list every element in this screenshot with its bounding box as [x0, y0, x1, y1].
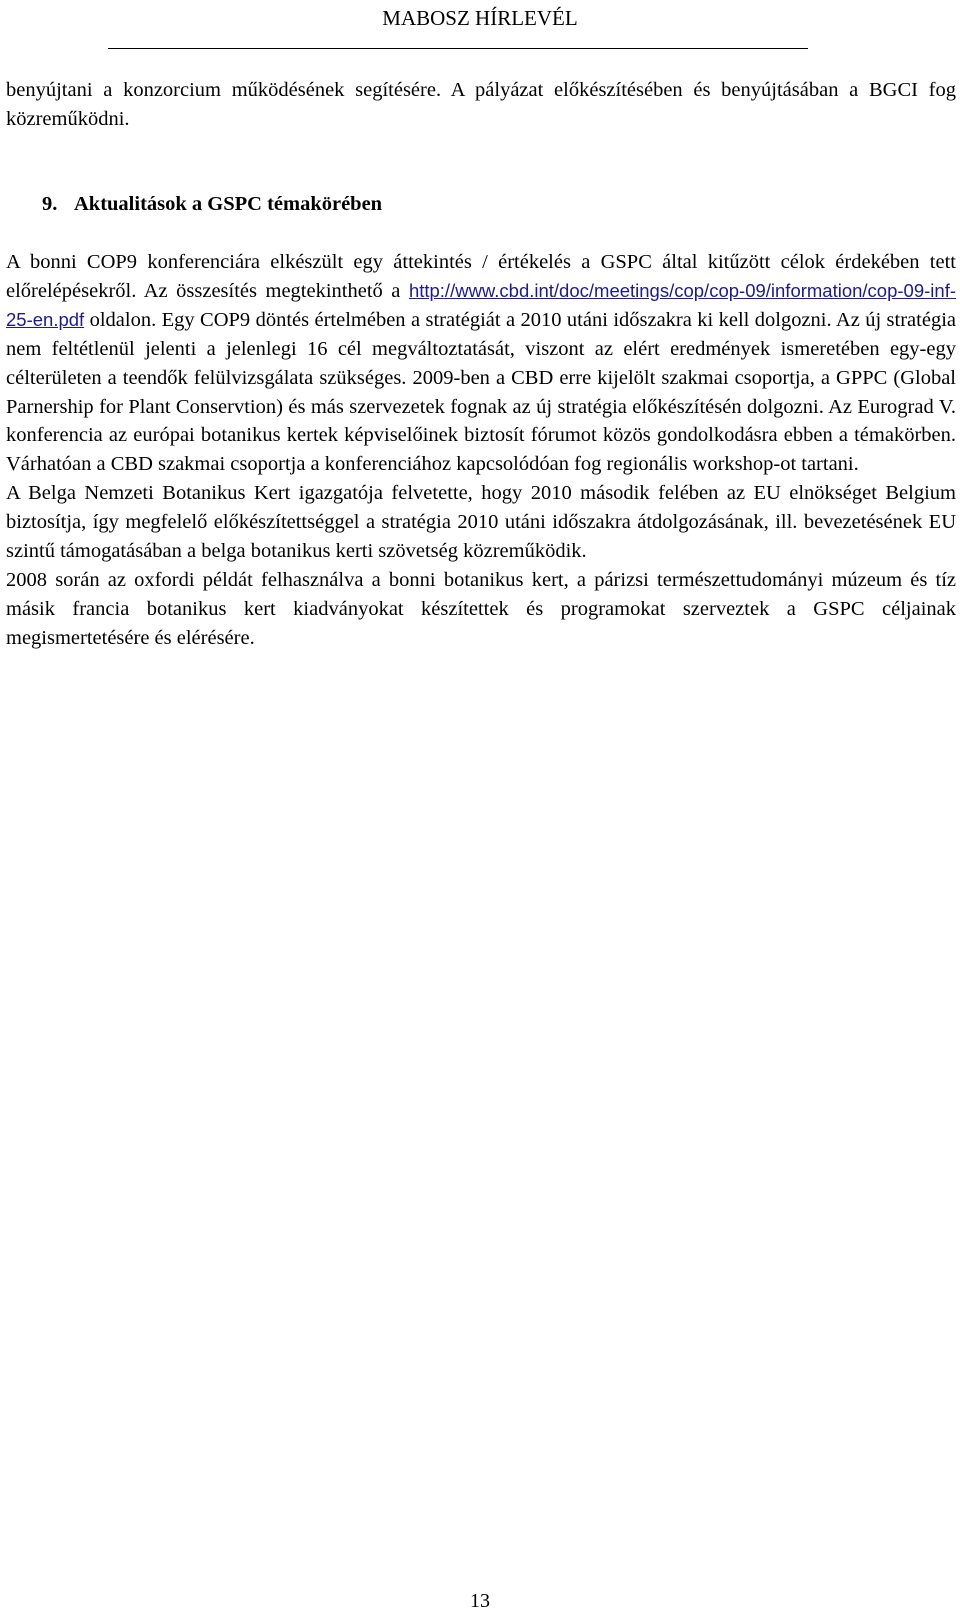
paragraph-text-after-link: oldalon. Egy COP9 döntés értelmében a stratégiát a 2010 utáni időszakra ki kell dolgozni. Az új stratégia nem feltétlenül jelenti a jelenlegi 16 cél megváltoztatását, viszont az elért eredmények ismeretében egy-egy célterületen a teendők felülvizsgálata szükséges. 2009-ben a CBD erre kijelölt szakmai csoportja, a GPPC (Global Parnership for Plant Conservtion) és más szervezetek fognak az új stratégia előkészítésén dolgozni. Az Eurograd V. konferencia az európai botanikus kertek képviselőinek biztosít fórumot közös gondolkodásra ebben a témakörben. Várhatóan a CBD szakmai csoportja a konferenciához kapcsolódóan fog regionális workshop-ot tartani.: [6, 308, 956, 476]
header-divider: [108, 48, 808, 49]
section-body: [6, 248, 956, 653]
paragraph-2008-activities: 2008 során az oxfordi példát felhasználva a bonni botanikus kert, a párizsi természettudományi múzeum és tíz másik francia botanikus kert kiadványokat készítettek és programokat szerveztek a GSPC céljainak megismertetésére és elérésére.: [6, 568, 956, 649]
paragraph-belgian-presidency: A Belga Nemzeti Botanikus Kert igazgatója felvetette, hogy 2010 második felében az EU elnökséget Belgium biztosítja, így megfelelő előkészítettséggel a stratégia 2010 utáni időszakra átdolgozásának, ill. bevezetésének EU szintű támogatásában a belga botanikus kerti szövetség közreműködik.: [6, 482, 956, 563]
paragraph-text-before-link: A bonni COP9 konferenciára elkészült egy áttekintés / értékelés a GSPC által kitűzött célok érdekében tett előrelépésekről. Az összesítés megtekinthető a: [6, 251, 956, 302]
paragraph-gspc-review: [6, 248, 956, 479]
newsletter-title: MABOSZ HÍRLEVÉL: [382, 6, 578, 30]
intro-block: [6, 76, 956, 134]
section-number: 9.: [42, 193, 58, 215]
intro-paragraph: benyújtani a konzorcium működésének segítésére. A pályázat előkészítésében és benyújtásában a BGCI fog közreműködni.: [6, 79, 956, 130]
cbd-document-link[interactable]: http://www.cbd.int/doc/meetings/cop/cop-09/information/cop-09-inf-25-en.pdf: [6, 279, 956, 330]
page-header: [0, 4, 960, 32]
section-title: Aktualitások a GSPC témakörében: [74, 193, 383, 215]
page-number: 13: [470, 1590, 490, 1612]
section-heading: [42, 190, 382, 218]
